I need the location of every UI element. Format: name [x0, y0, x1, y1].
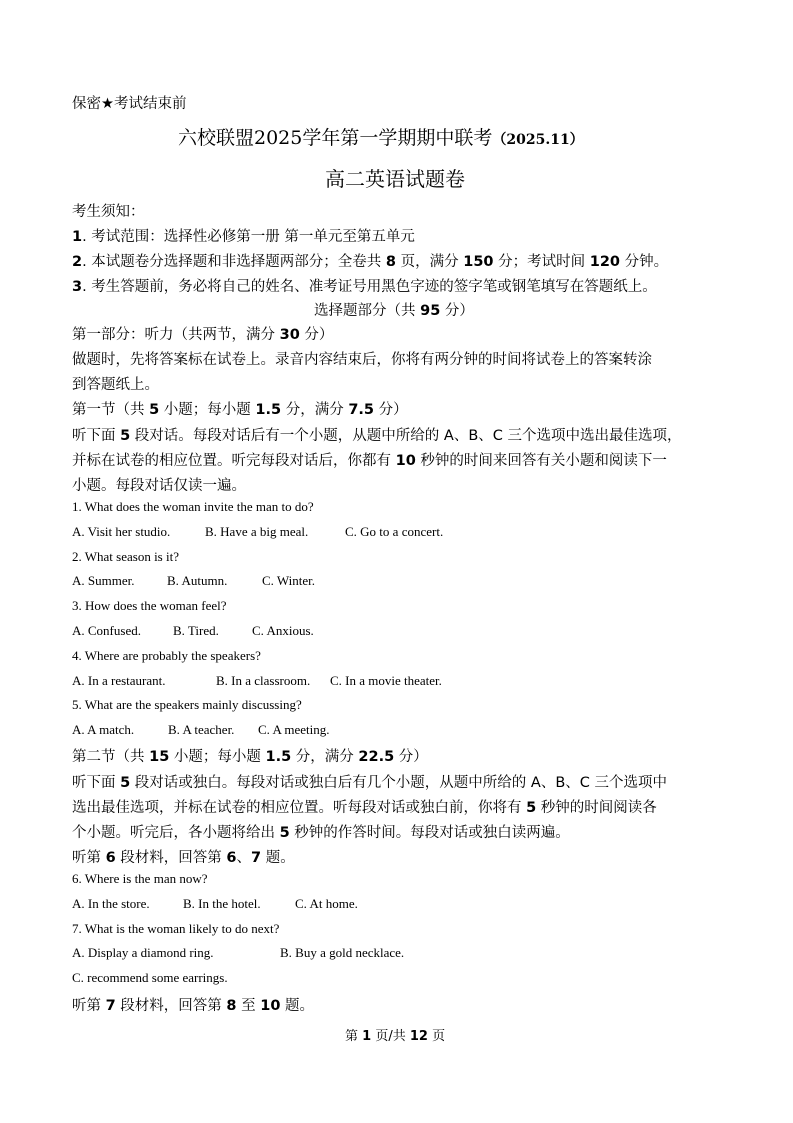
option-c: C. Anxious.	[252, 623, 314, 638]
question-options	[72, 722, 330, 738]
question-stem: 3. How does the woman feel?	[72, 598, 227, 613]
question-options	[72, 673, 442, 689]
section1-instruction: 并标在试卷的相应位置。听完每段对话后，你都有 10 秒钟的时间来回答有关小题和阅读下一	[72, 453, 667, 469]
section2-heading: 第二节（共 15 小题；每小题 1.5 分，满分 22.5 分）	[72, 749, 428, 765]
section2-instruction: 个小题。听完后，各小题将给出 5 秒钟的作答时间。每段对话或独白读两遍。	[72, 825, 570, 841]
question-options	[72, 945, 404, 961]
material-heading: 听第 6 段材料，回答第 6、7 题。	[72, 850, 295, 866]
question-options	[72, 896, 358, 912]
option-b: B. Buy a gold necklace.	[280, 945, 405, 960]
option-a: A. Confused.	[72, 623, 141, 638]
section1-instruction: 小题。每段对话仅读一遍。	[72, 478, 246, 494]
question-options	[72, 573, 315, 589]
exam-date: （2025.11）	[492, 132, 584, 148]
option-b: B. In a classroom.	[216, 673, 311, 688]
option-a: A. In a restaurant.	[72, 673, 166, 688]
option-c: C. A meeting.	[258, 722, 330, 737]
option-b: B. Autumn.	[167, 573, 228, 588]
option-c: C. recommend some earrings.	[72, 970, 228, 985]
notice-item: 2. 本试题卷分选择题和非选择题两部分；全卷共 8 页，满分 150 分；考试时间 120 分钟。	[72, 254, 669, 270]
option-c: C. Go to a concert.	[345, 524, 444, 539]
part1-instruction: 做题时，先将答案标在试卷上。录音内容结束后，你将有两分钟的时间将试卷上的答案转涂	[72, 352, 652, 368]
page-number: 第 1 页/共 12 页	[345, 1029, 446, 1044]
section-choice-heading: 选择题部分（共 95 分）	[314, 303, 474, 319]
section1-heading: 第一节（共 5 小题；每小题 1.5 分，满分 7.5 分）	[72, 402, 408, 418]
question-stem: 1. What does the woman invite the man to do?	[72, 499, 314, 514]
option-a: A. A match.	[72, 722, 135, 737]
option-c: C. At home.	[295, 896, 358, 911]
question-options	[72, 524, 443, 540]
option-b: B. A teacher.	[168, 722, 235, 737]
option-b: B. Have a big meal.	[205, 524, 309, 539]
question-stem: 2. What season is it?	[72, 549, 179, 564]
section2-instruction: 听下面 5 段对话或独白。每段对话或独白后有几个小题，从题中所给的 A、B、C 三个选项中	[72, 775, 668, 791]
confidential-label: 保密★考试结束前	[72, 96, 187, 112]
notice-heading: 考生须知：	[72, 204, 145, 220]
question-stem: 7. What is the woman likely to do next?	[72, 921, 280, 936]
question-options	[72, 623, 314, 639]
option-a: A. In the store.	[72, 896, 150, 911]
option-b: B. Tired.	[173, 623, 219, 638]
option-a: A. Visit her studio.	[72, 524, 171, 539]
part1-instruction: 到答题纸上。	[72, 377, 159, 393]
option-b: B. In the hotel.	[183, 896, 261, 911]
option-c: C. In a movie theater.	[330, 673, 442, 688]
question-stem: 4. Where are probably the speakers?	[72, 648, 261, 663]
exam-title	[178, 123, 584, 150]
notice-item: 3. 考生答题前，务必将自己的姓名、准考证号用黑色字迹的签字笔或钢笔填写在答题纸上。	[72, 279, 657, 295]
section1-instruction: 听下面 5 段对话。每段对话后有一个小题，从题中所给的 A、B、C 三个选项中选出最佳选项，	[72, 428, 682, 444]
question-stem: 6. Where is the man now?	[72, 871, 208, 886]
option-a: A. Display a diamond ring.	[72, 945, 214, 960]
paper-subtitle: 高二英语试题卷	[325, 167, 465, 191]
notice-item: 1. 考试范围：选择性必修第一册 第一单元至第五单元	[72, 229, 415, 245]
option-a: A. Summer.	[72, 573, 135, 588]
exam-title-main: 六校联盟2025学年第一学期期中联考	[178, 127, 493, 149]
material-heading: 听第 7 段材料，回答第 8 至 10 题。	[72, 998, 315, 1014]
section2-instruction: 选出最佳选项，并标在试卷的相应位置。听每段对话或独白前，你将有 5 秒钟的时间阅读各	[72, 800, 657, 816]
option-c: C. Winter.	[262, 573, 316, 588]
question-stem: 5. What are the speakers mainly discussing?	[72, 697, 302, 712]
part1-heading: 第一部分：听力（共两节，满分 30 分）	[72, 327, 334, 343]
